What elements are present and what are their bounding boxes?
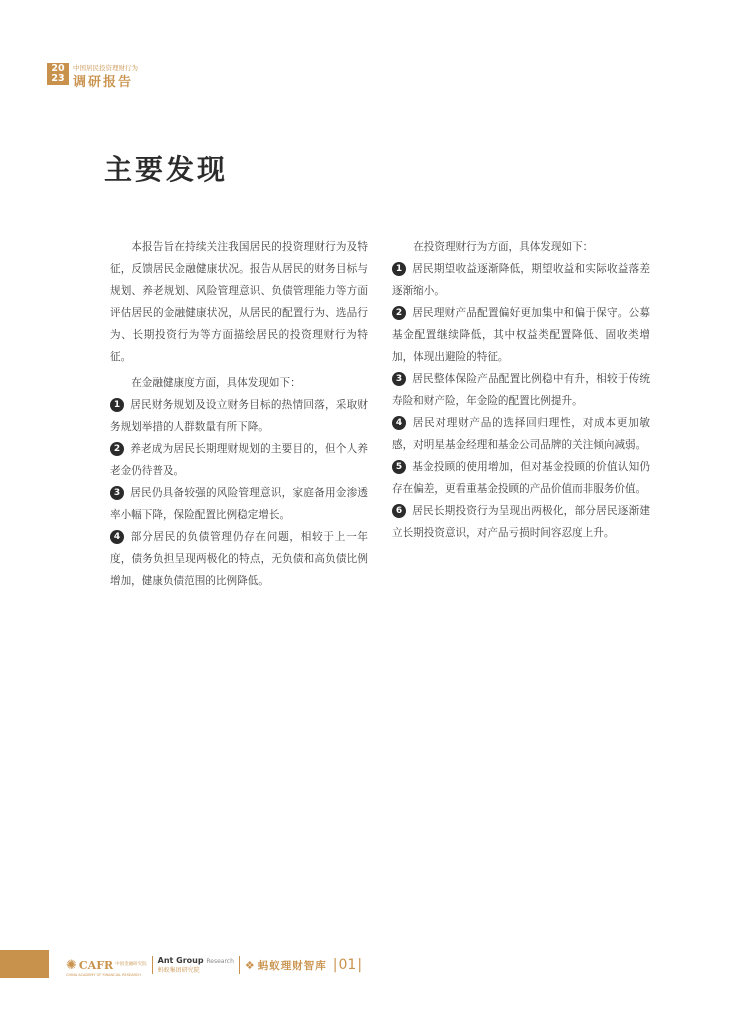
ant-group-chinese-name: 蚂蚁集团研究院 (157, 966, 200, 974)
list-item (392, 456, 650, 500)
number-badge: 6 (392, 504, 406, 518)
report-title: 调研报告 (73, 75, 134, 90)
number-badge: 3 (392, 372, 406, 386)
list-item-text: 居民对理财产品的选择回归理性，对成本更加敏感，对明星基金经理和基金公司品牌的关注倾向减弱。 (392, 417, 650, 451)
number-badge: 2 (392, 306, 406, 320)
footer-accent-bar (0, 950, 49, 978)
cafr-english-name: CHINA ACADEMY OF FINANCIAL RESEARCH (66, 972, 141, 977)
list-item (110, 482, 368, 526)
list-item (392, 258, 650, 302)
list-item (110, 526, 368, 592)
year-badge (47, 63, 69, 85)
list-item-text: 居民整体保险产品配置比例稳中有升，相较于传统寿险和财产险，年金险的配置比例提升。 (392, 373, 650, 407)
list-item-text: 居民长期投资行为呈现出两极化，部分居民逐渐建立长期投资意识，对产品亏损时间容忍度上升。 (392, 505, 650, 539)
list-item (110, 438, 368, 482)
list-item-text: 部分居民的负债管理仍存在问题，相较于上一年度，债务负担呈现两极化的特点，无负债和高负债比例增加，健康负债范围的比例降低。 (110, 531, 368, 587)
footer-logos (66, 953, 362, 977)
number-badge: 5 (392, 460, 406, 474)
list-item (392, 412, 650, 456)
number-badge: 4 (110, 530, 124, 544)
ant-group-logo (158, 956, 234, 975)
year-top: 20 (51, 63, 65, 74)
page-number-right-bar: | (357, 957, 363, 973)
list-item-text: 居民期望收益逐渐降低，期望收益和实际收益落差逐渐缩小。 (392, 263, 650, 297)
number-badge: 1 (392, 262, 406, 276)
list-item-text: 居民财务规划及设立财务目标的热情回落，采取财务规划举措的人群数量有所下降。 (110, 399, 368, 433)
page-number: 01 (338, 957, 357, 973)
page-title: 主要发现 (104, 153, 229, 186)
ant-group-name (158, 956, 234, 966)
page-number-left-bar: | (332, 957, 338, 973)
number-badge: 2 (110, 442, 124, 456)
ant-wealth-logo (245, 958, 327, 973)
cafr-name: CAFR (78, 958, 114, 972)
ant-research-label: Research (206, 957, 234, 965)
ant-wealth-name: 蚂蚁理财智库 (257, 959, 327, 972)
report-subtitle: 中国居民投资理财行为 (73, 64, 138, 72)
footer-divider (152, 956, 153, 974)
cafr-logo (66, 957, 147, 977)
list-item (110, 394, 368, 438)
wealth-emblem-icon: ❖ (244, 958, 255, 972)
list-item (392, 500, 650, 544)
footer-divider (239, 956, 240, 974)
left-column (110, 236, 368, 592)
list-item (392, 302, 650, 368)
right-column (392, 236, 650, 544)
list-item (392, 368, 650, 412)
list-item-text: 基金投顾的使用增加，但对基金投顾的价值认知仍存在偏差，更看重基金投顾的产品价值而非服务价值。 (392, 461, 650, 495)
list-item-text: 居民仍具备较强的风险管理意识，家庭备用金渗透率小幅下降，保险配置比例稳定增长。 (110, 487, 368, 521)
year-bottom: 23 (51, 73, 65, 84)
financial-health-lead: 在金融健康度方面，具体发现如下： (131, 377, 301, 389)
intro-paragraph: 本报告旨在持续关注我国居民的投资理财行为及特征，反馈居民金融健康状况。报告从居民的财务目标与规划、养老规划、风险管理意识、负债管理能力等方面评估居民的金融健康状况，从居民的配置行为、选品行为、长期投资行为等方面描绘居民的投资理财行为特征。 (110, 241, 368, 363)
number-badge: 3 (110, 486, 124, 500)
cafr-chinese-name: 中国金融研究院 (115, 962, 147, 967)
list-item-text: 养老成为居民长期理财规划的主要目的，但个人养老金仍待普及。 (110, 443, 368, 477)
number-badge: 4 (392, 416, 406, 430)
ant-group-wordmark: Ant Group (157, 955, 204, 965)
investment-behavior-lead: 在投资理财行为方面，具体发现如下： (413, 241, 594, 253)
number-badge: 1 (110, 398, 124, 412)
cafr-emblem-icon: ✺ (66, 957, 77, 973)
list-item-text: 居民理财产品配置偏好更加集中和偏于保守。公募基金配置继续降低，其中权益类配置降低、固收类增加，体现出避险的特征。 (392, 307, 650, 363)
